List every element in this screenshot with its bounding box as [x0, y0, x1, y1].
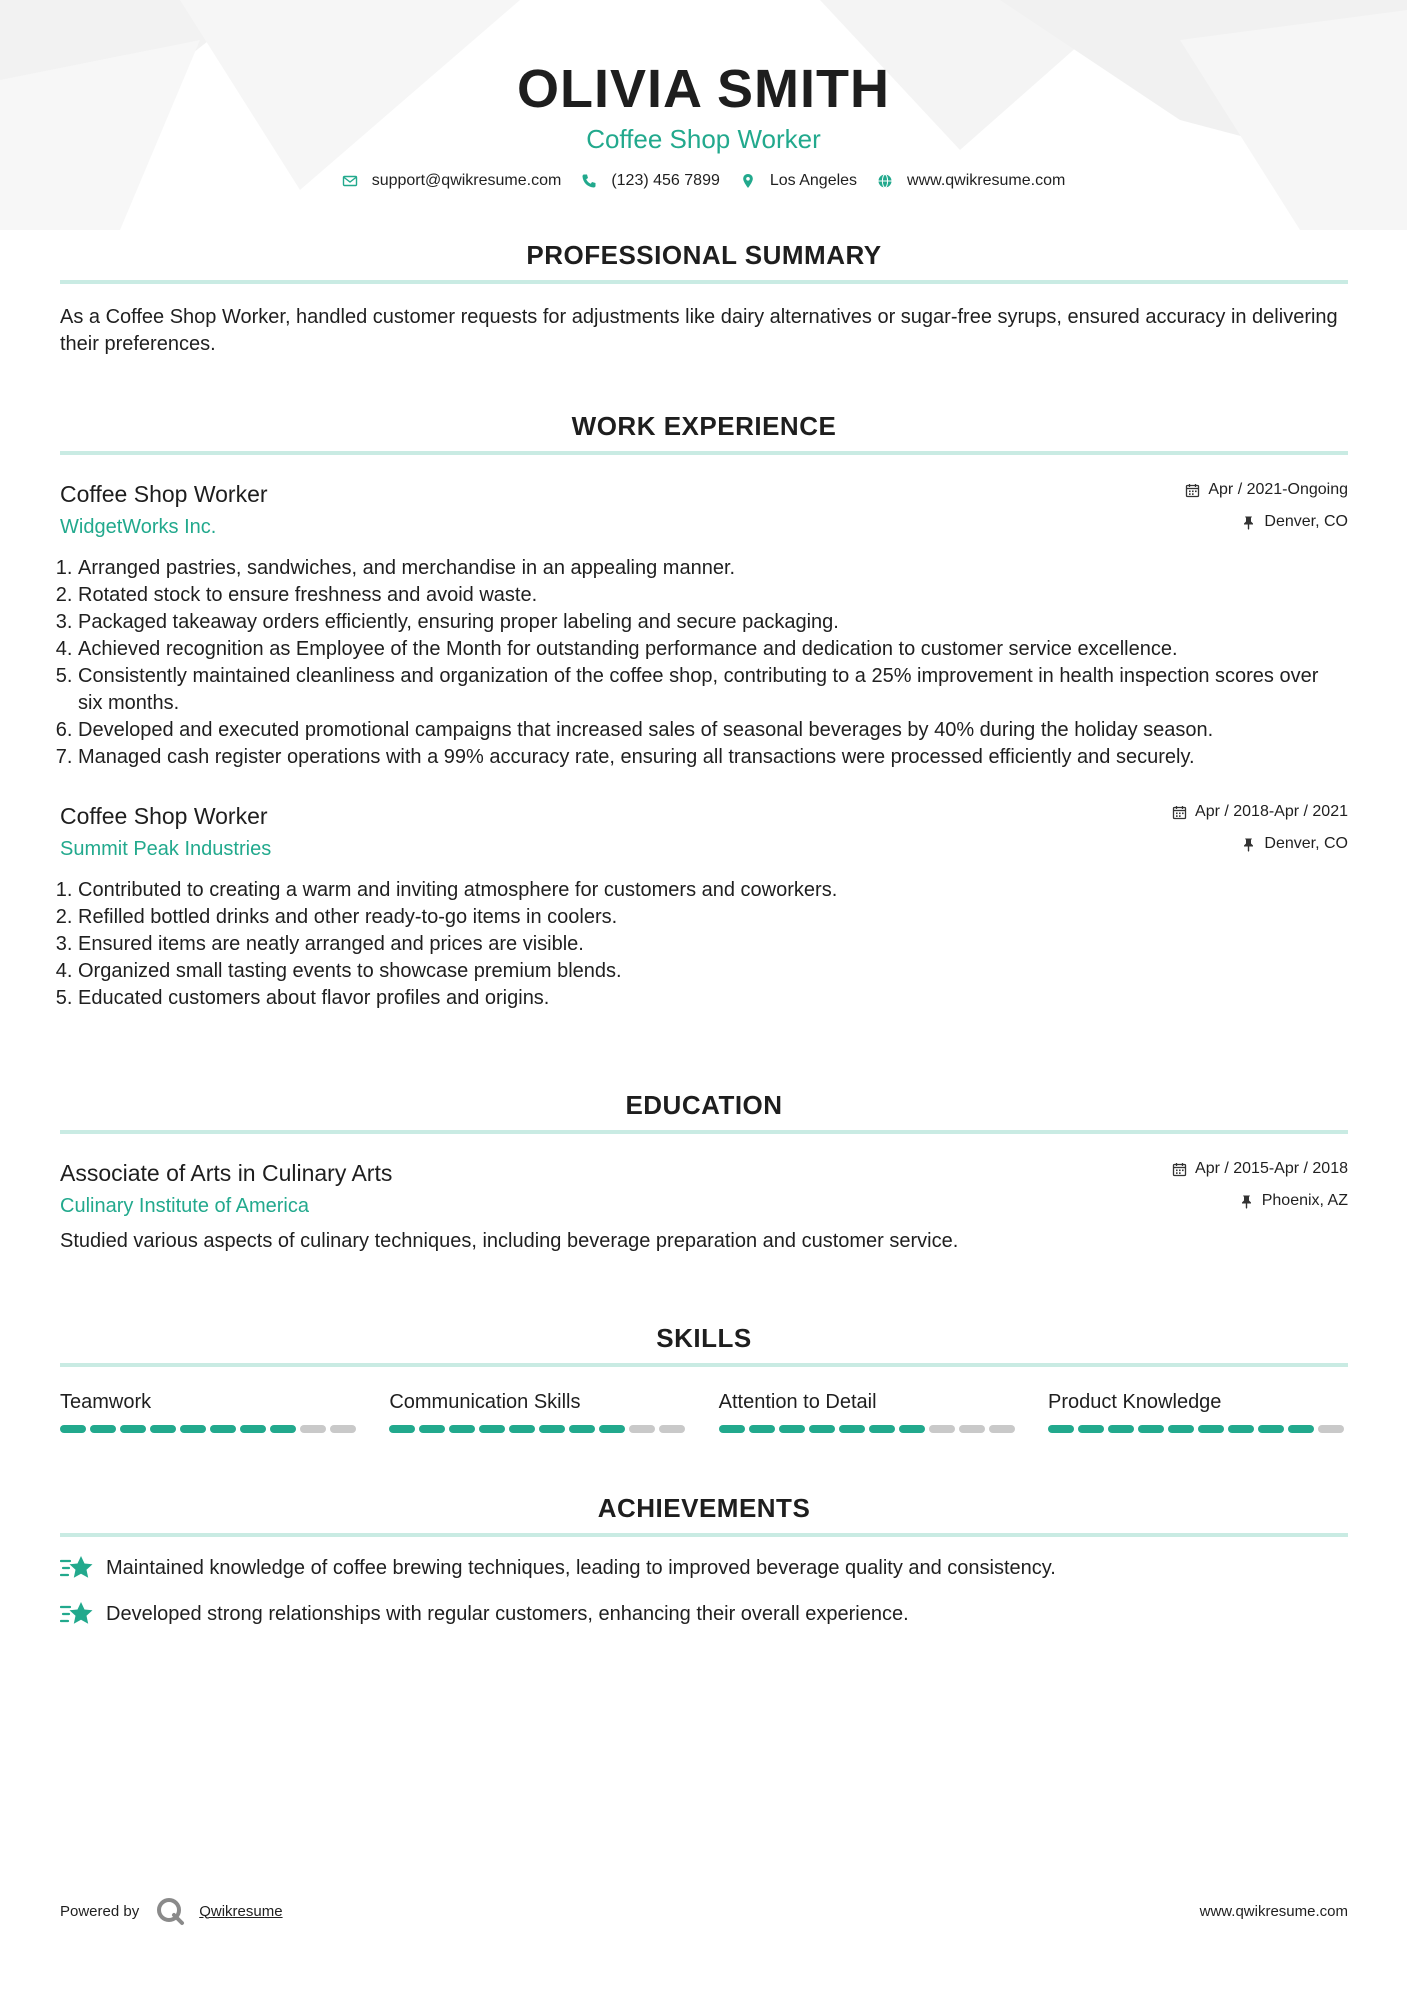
skill-dot-filled [1288, 1425, 1314, 1433]
job-role: Coffee Shop Worker [60, 481, 268, 507]
phone-text: (123) 456 7899 [611, 172, 720, 189]
skill-dot-filled [389, 1425, 415, 1433]
job-dates-text: Apr / 2018-Apr / 2021 [1195, 803, 1348, 820]
skill-dot-filled [120, 1425, 146, 1433]
list-item: 4. Organized small tasting events to showcase premium blends. [78, 958, 1348, 985]
calendar-icon [1172, 805, 1187, 820]
job-location [1172, 833, 1348, 855]
skill-dot-empty [330, 1425, 356, 1433]
skill-name: Attention to Detail [718, 1391, 877, 1413]
pushpin-icon [1241, 837, 1256, 852]
job-role: Coffee Shop Worker [60, 803, 268, 829]
experience-heading: WORK EXPERIENCE [571, 411, 837, 441]
achievements-section [60, 1491, 1348, 1629]
contact-email[interactable] [342, 172, 562, 190]
achievement-item [60, 1553, 1348, 1583]
location-text: Los Angeles [769, 172, 858, 189]
skill-item [1048, 1389, 1348, 1433]
skill-dot-empty [1318, 1425, 1344, 1433]
section-divider [60, 1533, 1348, 1537]
skill-dot-filled [180, 1425, 206, 1433]
school: Culinary Institute of America [60, 1195, 309, 1217]
skill-name: Teamwork [60, 1391, 152, 1413]
achievement-text: Maintained knowledge of coffee brewing techniques, leading to improved beverage quality and consistency. [106, 1556, 1056, 1579]
skill-rating [1048, 1425, 1348, 1433]
skill-dot-empty [300, 1425, 326, 1433]
skill-dot-filled [60, 1425, 86, 1433]
degree: Associate of Arts in Culinary Arts [60, 1160, 393, 1186]
job-company: WidgetWorks Inc. [60, 516, 217, 538]
experience-section [60, 409, 1348, 1012]
star-icon [60, 1553, 94, 1583]
education-dates-text: Apr / 2015-Apr / 2018 [1195, 1160, 1348, 1177]
skill-name: Communication Skills [389, 1391, 581, 1413]
education-section [60, 1088, 1348, 1255]
list-item: 5. Educated customers about flavor profiles and origins. [78, 985, 1348, 1012]
calendar-icon [1185, 483, 1200, 498]
education-dates [1172, 1158, 1348, 1180]
skill-dot-filled [1198, 1425, 1224, 1433]
summary-heading: PROFESSIONAL SUMMARY [526, 240, 882, 270]
skills-list [60, 1389, 1348, 1433]
skill-dot-filled [839, 1425, 865, 1433]
job-company: Summit Peak Industries [60, 838, 272, 860]
education-location-text: Phoenix, AZ [1261, 1192, 1348, 1209]
list-item: 1. Contributed to creating a warm and inviting atmosphere for customers and coworkers. [78, 877, 1348, 904]
globe-icon [877, 173, 893, 189]
skill-dot-filled [1258, 1425, 1284, 1433]
list-item: 6. Developed and executed promotional campaigns that increased sales of seasonal beverages by 40% during the holiday season. [78, 717, 1348, 744]
skill-dot-filled [599, 1425, 625, 1433]
skill-item [60, 1389, 360, 1433]
list-item: 2. Rotated stock to ensure freshness and avoid waste. [78, 582, 1348, 609]
skill-dot-filled [1108, 1425, 1134, 1433]
skill-item [389, 1389, 689, 1433]
job-location-text: Denver, CO [1264, 513, 1348, 530]
list-item: 1. Arranged pastries, sandwiches, and merchandise in an appealing manner. [78, 555, 1348, 582]
section-divider [60, 280, 1348, 284]
list-item: 5. Consistently maintained cleanliness and organization of the coffee shop, contributing to a 25% improvement in health inspection scores over six months. [78, 663, 1348, 717]
skill-dot-filled [869, 1425, 895, 1433]
website-text: www.qwikresume.com [907, 172, 1066, 189]
contact-location [740, 172, 857, 190]
map-pin-icon [740, 173, 756, 189]
skill-dot-empty [959, 1425, 985, 1433]
skill-dot-filled [569, 1425, 595, 1433]
resume-header [0, 0, 1407, 190]
section-divider [60, 1130, 1348, 1134]
job-bullets [60, 877, 1348, 1012]
pushpin-icon [1241, 515, 1256, 530]
skill-dot-filled [479, 1425, 505, 1433]
qwikresume-logo-icon [155, 1896, 185, 1926]
phone-icon [581, 173, 597, 189]
candidate-title: Coffee Shop Worker [586, 124, 821, 154]
skill-rating [60, 1425, 360, 1433]
education-entry [60, 1158, 1348, 1255]
job-entry [60, 479, 1348, 771]
achievement-text: Developed strong relationships with regular customers, enhancing their overall experience. [106, 1602, 909, 1625]
skill-dot-filled [1138, 1425, 1164, 1433]
skill-dot-empty [989, 1425, 1015, 1433]
job-dates [1172, 801, 1348, 823]
skill-dot-filled [449, 1425, 475, 1433]
education-heading: EDUCATION [625, 1090, 783, 1120]
list-item: 3. Packaged takeaway orders efficiently, ensuring proper labeling and secure packaging. [78, 609, 1348, 636]
powered-by-label: Powered by [60, 1902, 140, 1920]
footer [60, 1896, 1348, 1926]
skill-name: Product Knowledge [1047, 1391, 1222, 1413]
skill-item [719, 1389, 1019, 1433]
skill-dot-filled [150, 1425, 176, 1433]
list-item: 2. Refilled bottled drinks and other ready-to-go items in coolers. [78, 904, 1348, 931]
achievement-item [60, 1599, 1348, 1629]
envelope-icon [342, 173, 358, 189]
contact-website[interactable] [877, 172, 1065, 190]
job-location [1185, 511, 1348, 533]
job-dates [1185, 479, 1348, 501]
job-location-text: Denver, CO [1264, 835, 1348, 852]
skill-dot-filled [419, 1425, 445, 1433]
contact-phone[interactable] [581, 172, 720, 190]
email-text: support@qwikresume.com [371, 172, 562, 189]
skill-dot-filled [539, 1425, 565, 1433]
skill-dot-empty [659, 1425, 685, 1433]
section-divider [60, 1363, 1348, 1367]
skill-rating [719, 1425, 1019, 1433]
education-location [1172, 1190, 1348, 1212]
skills-heading: SKILLS [656, 1323, 752, 1353]
summary-section [60, 238, 1348, 358]
skill-dot-filled [240, 1425, 266, 1433]
job-entry [60, 801, 1348, 1012]
list-item: 4. Achieved recognition as Employee of the Month for outstanding performance and dedication to customer service excellence. [78, 636, 1348, 663]
list-item: 7. Managed cash register operations with a 99% accuracy rate, ensuring all transactions were processed efficiently and securely. [78, 744, 1348, 771]
skills-section [60, 1321, 1348, 1433]
job-bullets [60, 555, 1348, 771]
star-icon [60, 1599, 94, 1629]
skill-dot-filled [509, 1425, 535, 1433]
achievements-heading: ACHIEVEMENTS [597, 1493, 811, 1523]
list-item: 3. Ensured items are neatly arranged and prices are visible. [78, 931, 1348, 958]
skill-dot-empty [929, 1425, 955, 1433]
skill-dot-filled [1168, 1425, 1194, 1433]
job-dates-text: Apr / 2021-Ongoing [1208, 481, 1348, 498]
skill-rating [389, 1425, 689, 1433]
calendar-icon [1172, 1162, 1187, 1177]
skill-dot-empty [629, 1425, 655, 1433]
skill-dot-filled [899, 1425, 925, 1433]
candidate-name: OLIVIA SMITH [517, 59, 890, 119]
skill-dot-filled [1078, 1425, 1104, 1433]
skill-dot-filled [90, 1425, 116, 1433]
footer-website-link[interactable]: www.qwikresume.com [1199, 1902, 1348, 1920]
skill-dot-filled [1228, 1425, 1254, 1433]
qwikresume-link[interactable]: Qwikresume [199, 1902, 283, 1920]
education-description: Studied various aspects of culinary techniques, including beverage preparation and customer service. [60, 1230, 959, 1252]
skill-dot-filled [210, 1425, 236, 1433]
skill-dot-filled [719, 1425, 745, 1433]
skill-dot-filled [779, 1425, 805, 1433]
contact-bar [0, 172, 1407, 190]
skill-dot-filled [809, 1425, 835, 1433]
skill-dot-filled [749, 1425, 775, 1433]
section-divider [60, 451, 1348, 455]
pushpin-icon [1239, 1194, 1254, 1209]
skill-dot-filled [270, 1425, 296, 1433]
skill-dot-filled [1048, 1425, 1074, 1433]
summary-text: As a Coffee Shop Worker, handled customer requests for adjustments like dairy alternatives or sugar-free syrups, ensured accuracy in delivering their preferences. [60, 306, 1338, 355]
